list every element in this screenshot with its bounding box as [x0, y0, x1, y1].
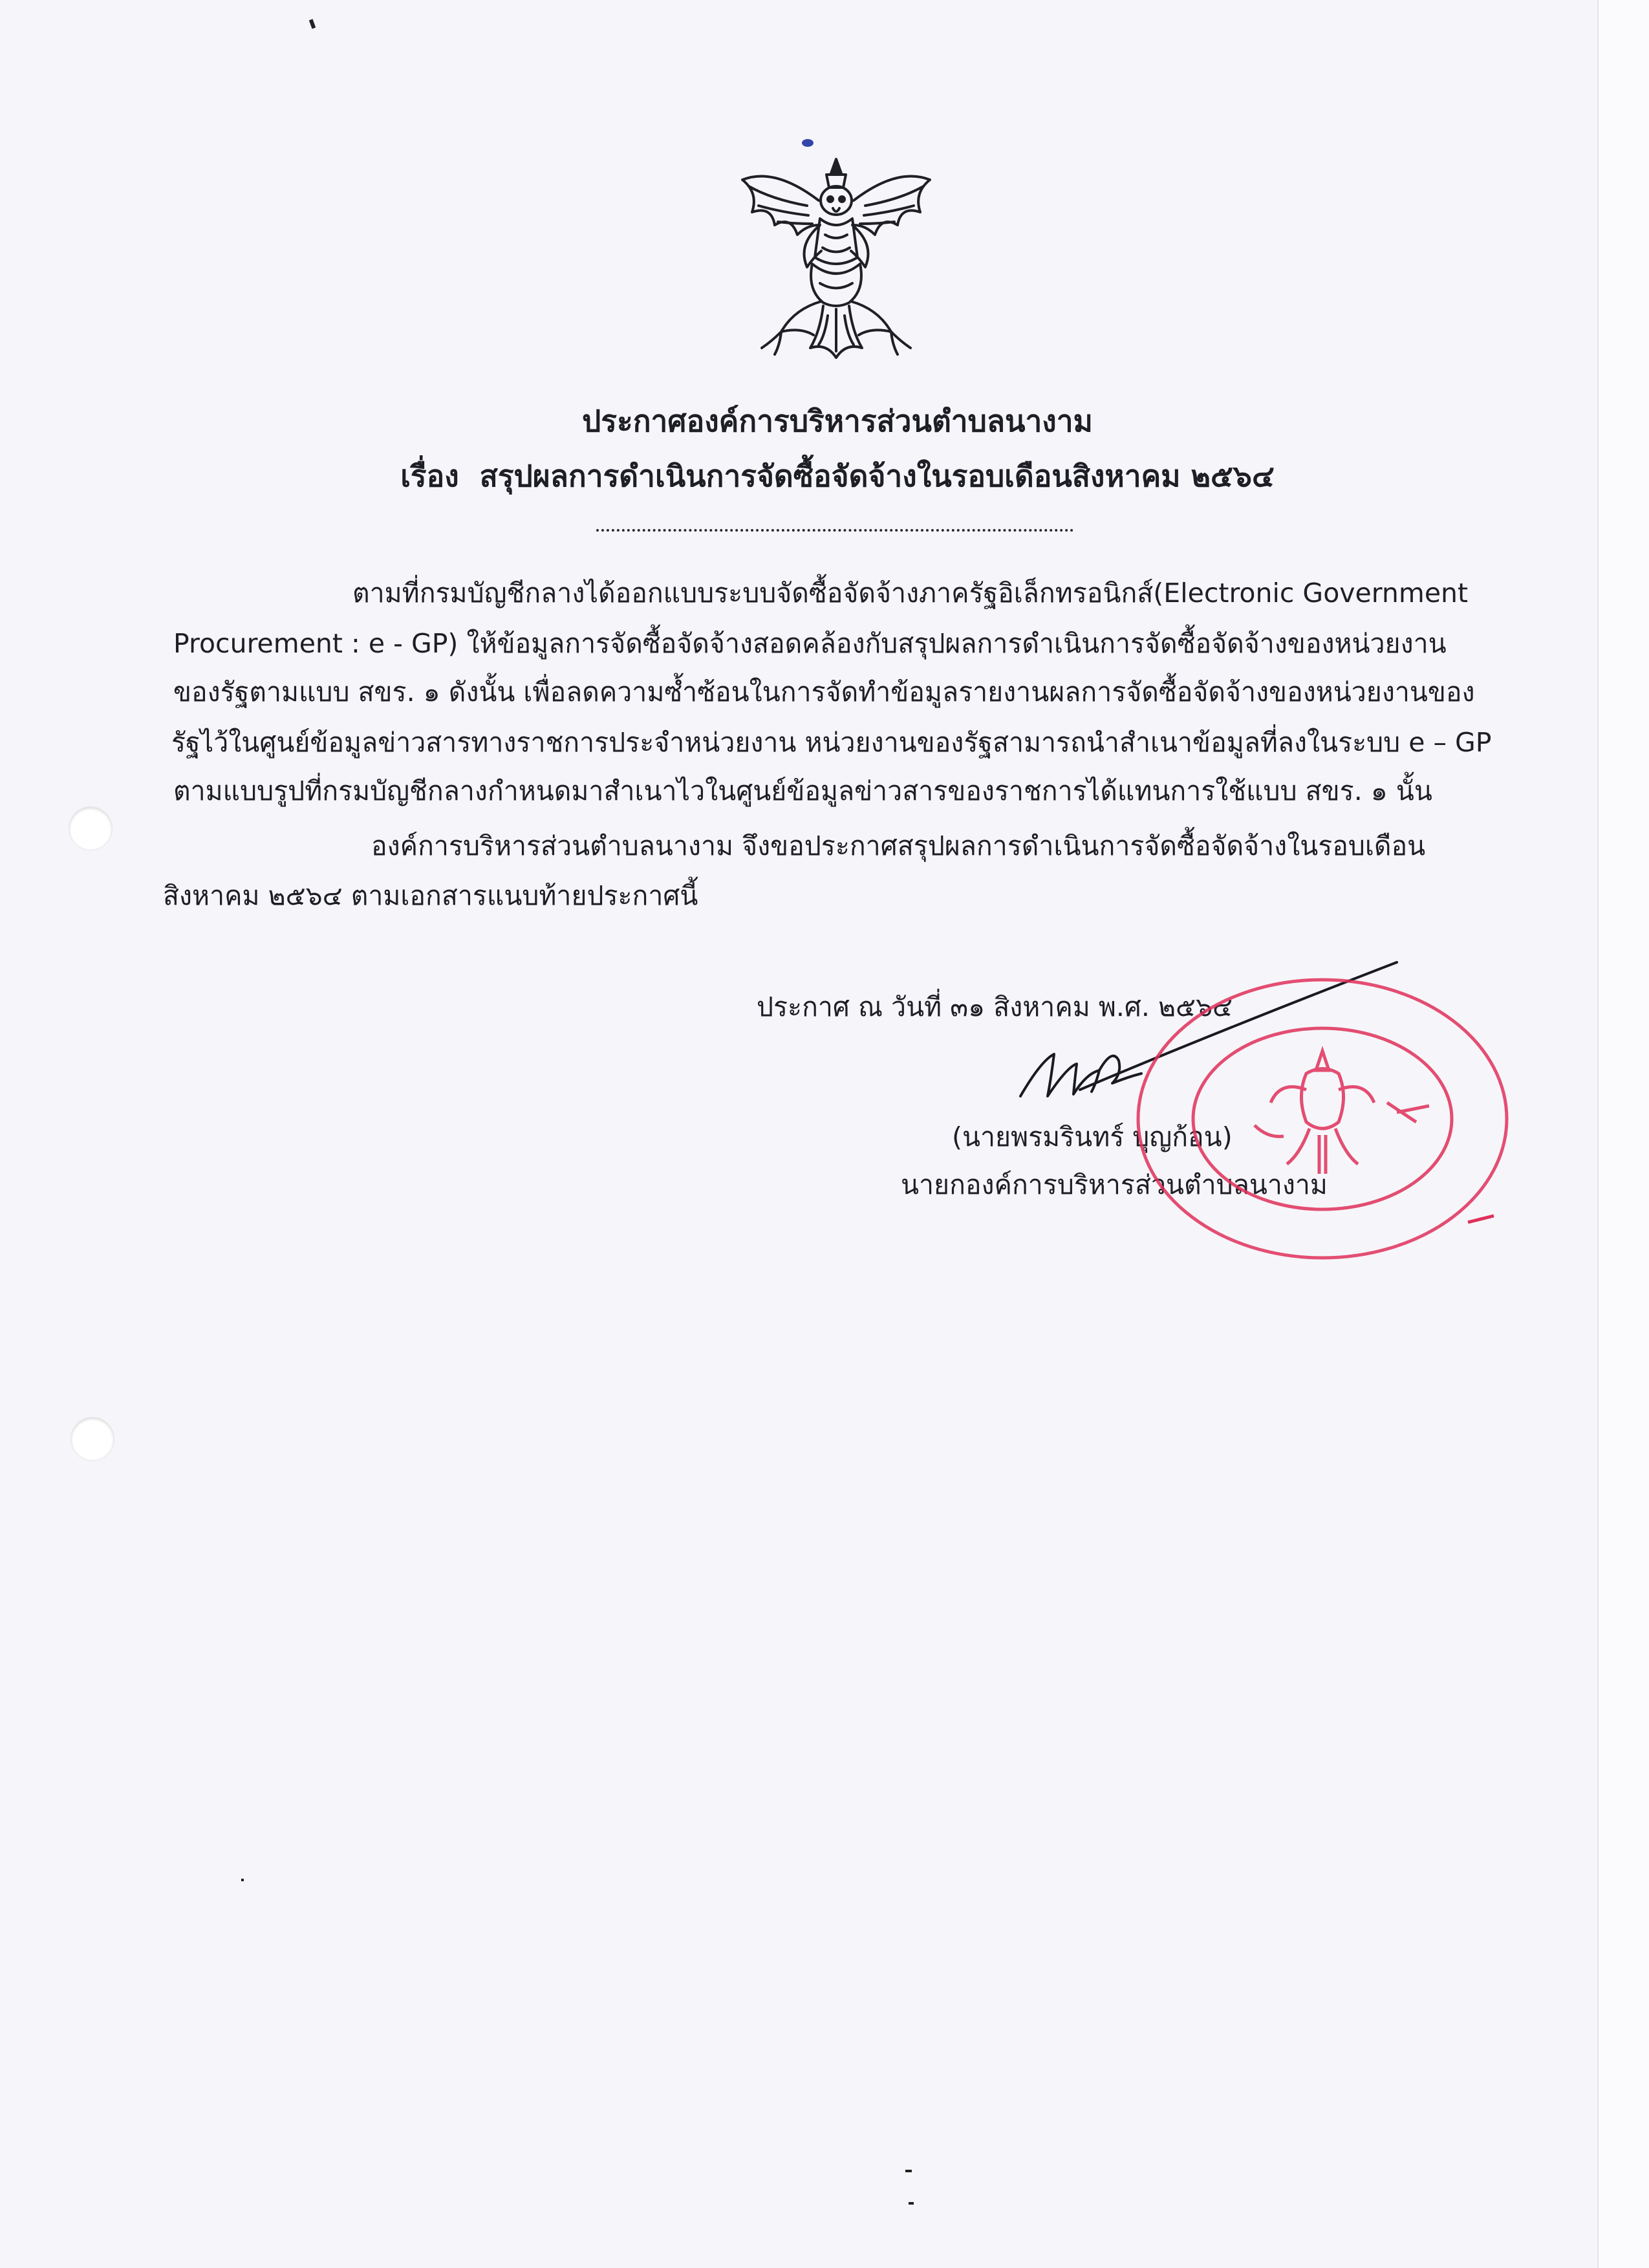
- punch-hole-top: [69, 807, 112, 850]
- subject-text: สรุปผลการดำเนินการจัดซื้อจัดจ้างในรอบเดือนสิงหาคม ๒๕๖๔: [479, 459, 1275, 493]
- scan-speck: [905, 2170, 912, 2172]
- scan-margin: [1597, 0, 1649, 2268]
- body-paragraph-line: Procurement : e - GP) ให้ข้อมูลการจัดซื้อจัดจ้างสอดคล้องกับสรุปผลการดำเนินการจัดซื้อจัดจ้างของหน่วยงาน: [173, 628, 1447, 659]
- signatory-name: (นายพรมรินทร์ บุญก้อน): [952, 1121, 1233, 1152]
- body-paragraph-line: ของรัฐตามแบบ สขร. ๑ ดังนั้น เพื่อลดความซ้ำซ้อนในการจัดทำข้อมูลรายงานผลการจัดซื้อจัดจ้างของหน่วยงานของ: [173, 676, 1475, 707]
- announcement-title: ประกาศองค์การบริหารส่วนตำบลนางาม: [582, 404, 1093, 438]
- scan-speck: [802, 139, 814, 147]
- scan-speck: [909, 2202, 914, 2205]
- signatory-position: นายกองค์การบริหารส่วนตำบลนางาม: [901, 1169, 1328, 1200]
- body-paragraph-line: รัฐไว้ในศูนย์ข้อมูลข่าวสารทางราชการประจำหน่วยงาน หน่วยงานของรัฐสามารถนำสำเนาข้อมูลที่ลงในระบบ e – GP: [171, 727, 1492, 758]
- title-divider: [596, 529, 1073, 532]
- scan-speck: [241, 1879, 244, 1881]
- announcement-date: ประกาศ ณ วันที่ ๓๑ สิงหาคม พ.ศ. ๒๕๖๔: [757, 991, 1233, 1022]
- announcement-subject: [13, 453, 1649, 500]
- body-paragraph-line: สิงหาคม ๒๕๖๔ ตามเอกสารแนบท้ายประกาศนี้: [163, 880, 698, 911]
- body-paragraph-line: องค์การบริหารส่วนตำบลนางาม จึงขอประกาศสรุปผลการดำเนินการจัดซื้อจัดจ้างในรอบเดือน: [371, 830, 1426, 861]
- official-seal-stamp: [1125, 967, 1526, 1271]
- punch-hole-bottom: [71, 1418, 114, 1460]
- body-paragraph-line: ตามแบบรูปที่กรมบัญชีกลางกำหนดมาสำเนาไวในศูนย์ข้อมูลข่าวสารของราชการได้แทนการใช้แบบ สขร. ๑ นั้น: [173, 775, 1432, 806]
- garuda-emblem-icon: [736, 154, 936, 367]
- body-paragraph-line: ตามที่กรมบัญชีกลางได้ออกแบบระบบจัดซื้อจัดจ้างภาครัฐอิเล็กทรอนิกส์(Electronic Government: [352, 578, 1469, 609]
- subject-label: เรื่อง: [400, 459, 459, 493]
